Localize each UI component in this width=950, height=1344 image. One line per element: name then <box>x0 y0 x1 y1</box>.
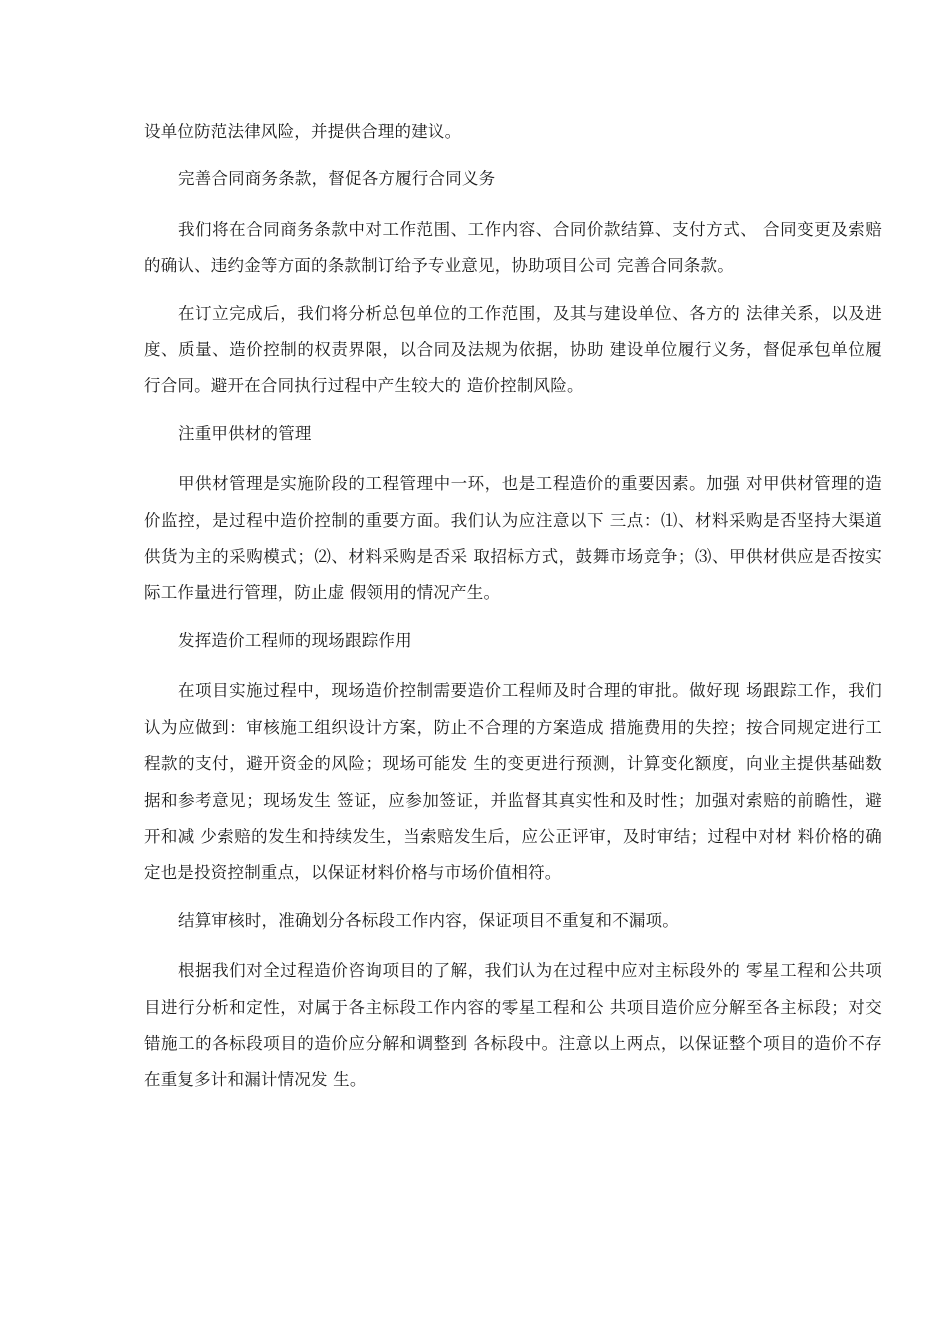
paragraph-owner-supplied-materials: 甲供材管理是实施阶段的工程管理中一环，也是工程造价的重要因素。加强 对甲供材管理的造价监控，是过程中造价控制的重要方面。我们认为应注意以下 三点：⑴、材料采购是否坚持大渠道供货为主的采购模式；⑵、材料采购是否采 取招标方式，鼓舞市场竞争；⑶、甲供材供应是否按实际工作量进行管理，防止虚 假领用的情况产生。 <box>144 474 882 603</box>
paragraph-site-tracking: 在项目实施过程中，现场造价控制需要造价工程师及时合理的审批。做好现 场跟踪工作，我们认为应做到：审核施工组织设计方案，防止不合理的方案造成 措施费用的失控；按合同规定进行工程款的支付，避开资金的风险；现场可能发 生的变更进行预测，计算变化额度，向业主提供基础数据和参考意见；现场发生 签证，应参加签证，并监督其真实性和及时性；加强对索赔的前瞻性，避开和减 少索赔的发生和持续发生，当索赔发生后，应公正评审，及时审结；过程中对材 料价格的确定也是投资控制重点，以保证材料价格与市场价值相符。 <box>144 681 882 883</box>
paragraph-contract-terms: 我们将在合同商务条款中对工作范围、工作内容、合同价款结算、支付方式、 合同变更及索赔的确认、违约金等方面的条款制订给予专业意见，协助项目公司 完善合同条款。 <box>144 219 882 276</box>
document-body <box>144 114 882 1110</box>
section-heading-settlement-audit: 结算审核时，准确划分各标段工作内容，保证项目不重复和不漏项。 <box>178 910 679 930</box>
paragraph-continuation: 设单位防范法律风险，并提供合理的建议。 <box>144 122 462 141</box>
paragraph-settlement-audit: 根据我们对全过程造价咨询项目的了解，我们认为在过程中应对主标段外的 零星工程和公共项目进行分析和定性，对属于各主标段工作内容的零星工程和公 共项目造价应分解至各主标段；对交错施工的各标段项目的造价应分解和调整到 各标段中。注意以上两点，以保证整个项目的造价不存在重复多计和漏计情况发 生。 <box>144 961 882 1090</box>
section-heading-owner-supplied-materials: 注重甲供材的管理 <box>178 423 312 443</box>
section-heading-site-tracking: 发挥造价工程师的现场跟踪作用 <box>178 630 412 650</box>
section-heading-contract-terms: 完善合同商务条款，督促各方履行合同义务 <box>178 169 496 189</box>
paragraph-contract-execution: 在订立完成后，我们将分析总包单位的工作范围，及其与建设单位、各方的 法律关系，以及进度、质量、造价控制的权责界限，以合同及法规为依据，协助 建设单位履行义务，督促承包单位履行合同。避开在合同执行过程中产生较大的 造价控制风险。 <box>144 303 882 396</box>
